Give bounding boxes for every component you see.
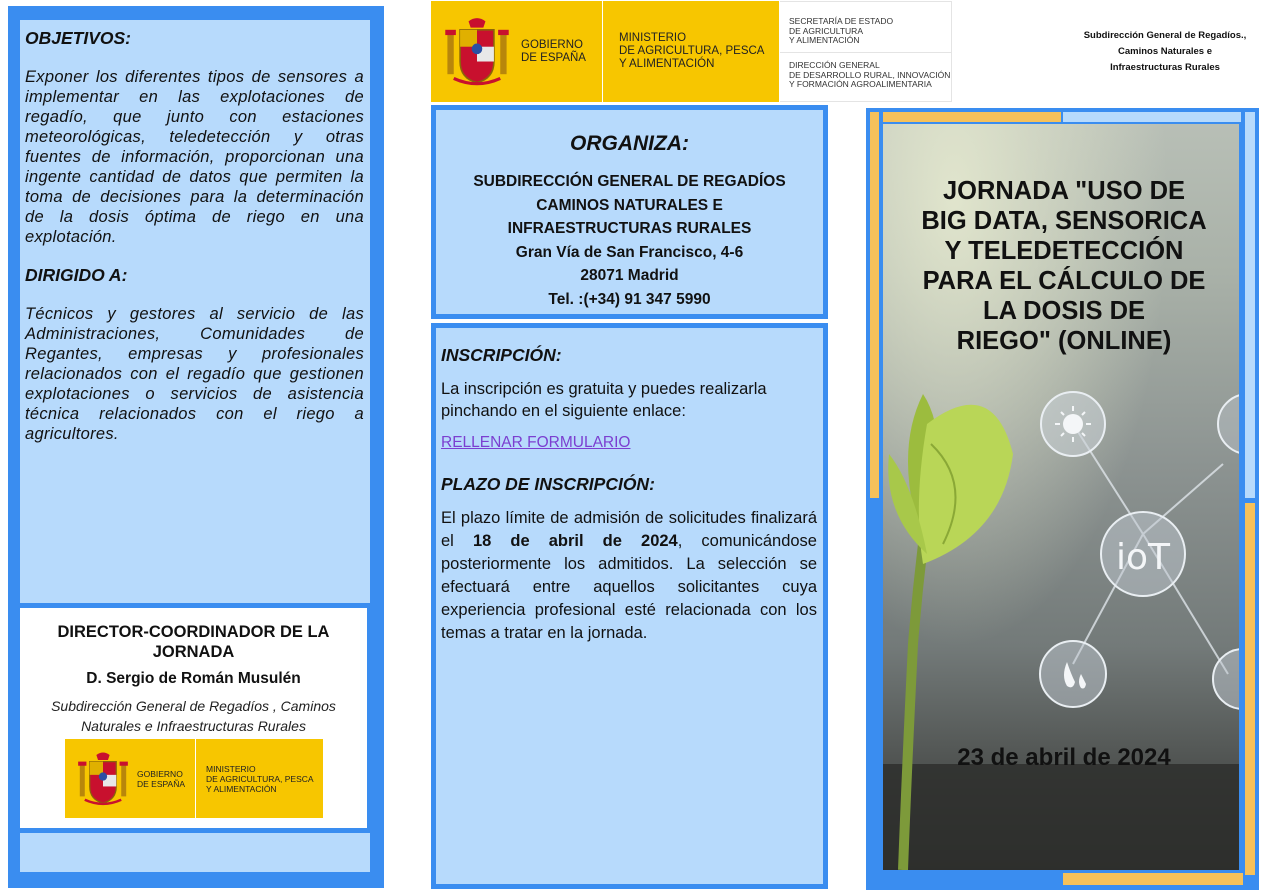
coat-of-arms-icon — [445, 15, 509, 89]
organiza-city: 28071 Madrid — [580, 267, 679, 284]
svg-text:ioT: ioT — [1115, 537, 1171, 578]
dirigido-text: Técnicos y gestores al servicio de las Administraciones, Comunidades de Regantes, empresas y profesionales relacionados con el regadío que gestionen explotaciones o servicios de asistencia técnica relacionados con el riego a agricultores. — [25, 305, 364, 443]
director-name: D. Sergio de Román Musulén — [86, 670, 301, 687]
objetivos-heading: OBJETIVOS: — [25, 28, 131, 48]
registration-form-link[interactable]: RELLENAR FORMULARIO — [441, 434, 631, 451]
organiza-phone: Tel. :(+34) 91 347 5990 — [548, 290, 711, 308]
director-unit: Subdirección General de Regadíos , Caminos Naturales e Infraestructuras Rurales — [51, 698, 336, 734]
gobierno-text: GOBIERNO DE ESPAÑA — [137, 768, 186, 789]
cover-stripe-light-right — [1245, 112, 1255, 498]
logo-divider — [602, 1, 603, 102]
ministerio-text: MINISTERIO DE AGRICULTURA, PESCA Y ALIMENTACIÓN — [618, 32, 765, 70]
water-drop-node-icon — [1040, 641, 1106, 707]
sun-node-icon — [1041, 392, 1105, 456]
subdireccion-header: Subdirección General de Regadíos., Caminos Naturales e Infraestructuras Rurales — [1083, 30, 1247, 73]
objetivos-text: Exponer los diferentes tipos de sensores a implementar en las explotaciones de regadío, que junto con estaciones meteorológicas, teledetección y otras fuentes de información, proporcionan una ingente cantidad de datos que permiten la toma de decisiones para la determinación de la dosis óptima de riego en una explotación. — [25, 68, 364, 246]
coat-of-arms-icon — [77, 750, 129, 808]
organiza-line: INFRAESTRUCTURAS RURALES — [507, 220, 752, 237]
organiza-line: CAMINOS NATURALES E — [536, 196, 723, 214]
cover-stripe-yellow-left — [870, 112, 879, 498]
cover-stripe-yellow-top — [883, 112, 1061, 122]
organiza-line: SUBDIRECCIÓN GENERAL DE REGADÍOS — [473, 173, 786, 190]
inscripcion-heading: INSCRIPCIÓN: — [441, 345, 562, 365]
iot-node-icon — [1101, 512, 1185, 596]
director-title: DIRECTOR-COORDINADOR DE LA JORNADA — [57, 623, 330, 661]
event-title: JORNADA "USO DE BIG DATA, SENSORICA Y TELEDETECCIÓN PARA EL CÁLCULO DE LA DOSIS DE RIEGO" (ONLINE) — [921, 177, 1207, 355]
organiza-heading: ORGANIZA: — [570, 132, 689, 155]
organiza-panel — [431, 105, 828, 319]
event-date: 23 de abril de 2024 — [957, 744, 1171, 771]
cover-stripe-yellow-bottom — [1063, 873, 1243, 885]
ministerio-text: MINISTERIO DE AGRICULTURA, PESCA Y ALIMENTACIÓN — [206, 763, 314, 794]
logo-divider — [195, 739, 196, 818]
gobierno-logo — [431, 1, 779, 102]
gobierno-logo-small — [65, 739, 323, 818]
inscripcion-text: La inscripción es gratuita y puedes realizarla pinchando en el siguiente enlace: — [441, 380, 767, 420]
plazo-heading: PLAZO DE INSCRIPCIÓN: — [441, 474, 655, 494]
direccion-general-text: DIRECCIÓN GENERAL DE DESARROLLO RURAL, INNOVACIÓN Y FORMACIÓN AGROALIMENTARIA — [789, 60, 951, 89]
cover-stripe-light-top — [1063, 112, 1241, 122]
inscripcion-panel — [431, 323, 828, 889]
column-1-footer — [20, 833, 370, 872]
gobierno-text: GOBIERNO DE ESPAÑA — [521, 38, 586, 64]
secretaria-estado-text: SECRETARÍA DE ESTADO DE AGRICULTURA Y ALIMENTACIÓN — [789, 16, 894, 45]
objetivos-panel — [20, 20, 370, 603]
secretaria-block — [780, 1, 952, 102]
plazo-deadline: 18 de abril de 2024 — [472, 532, 678, 550]
cover-stripe-yellow-right — [1245, 503, 1255, 875]
dirigido-heading: DIRIGIDO A: — [25, 265, 128, 285]
secretaria-divider — [780, 52, 951, 53]
plazo-text: El plazo límite de admisión de solicitudes finalizará el 18 de abril de 2024, comunicándose posteriormente los admitidos. La selección se efectuará entre aquellos solicitantes cuya experiencia profesional esté relacionada con los temas a tratar en la jornada. — [441, 509, 817, 642]
organiza-address: Gran Vía de San Francisco, 4-6 — [515, 243, 744, 261]
